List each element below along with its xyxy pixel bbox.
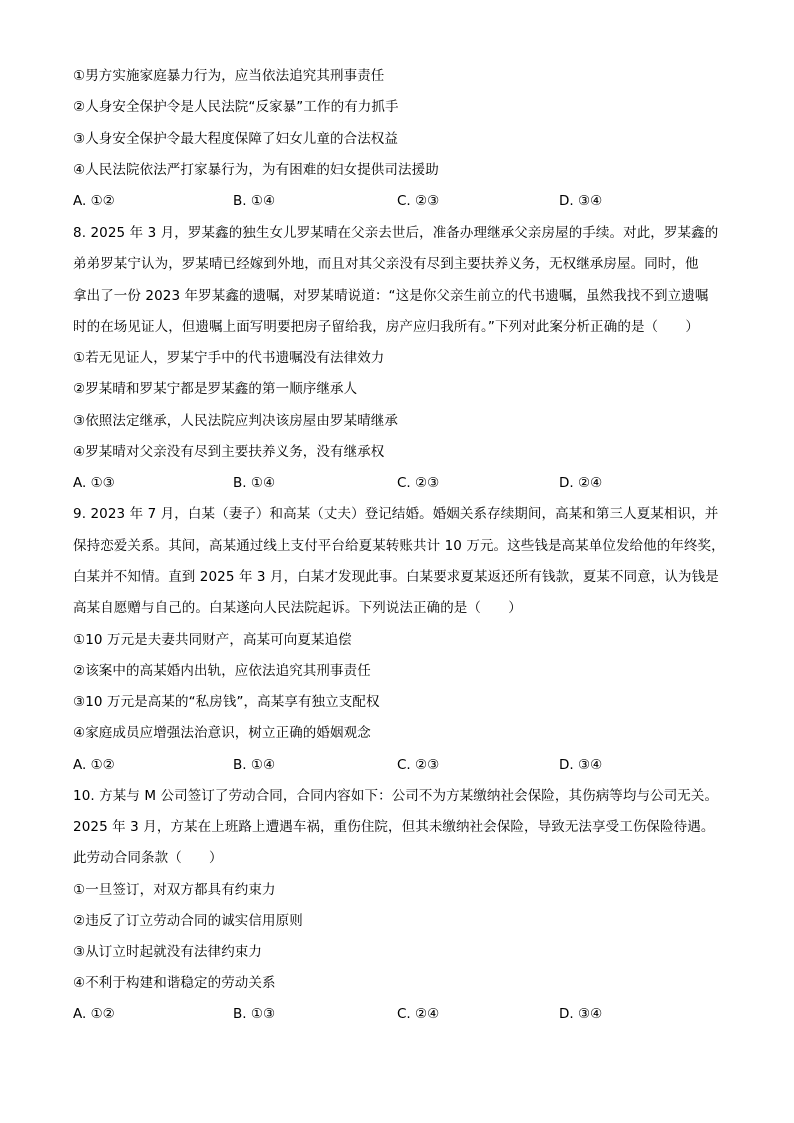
q8-stem-line-4: 时的在场见证人，但遗嘱上面写明要把房子留给我，房产应归我所有。”下列对此案分析正确的是（ ） [73, 319, 699, 335]
q10-item-3: ③从订立时起就没有法律约束力 [73, 944, 263, 960]
q10-option-d: D. ③④ [559, 1006, 603, 1022]
q8-option-c: C. ②③ [397, 475, 440, 491]
q8-stem-line-2: 弟弟罗某宁认为，罗某晴已经嫁到外地，而且对其父亲没有尽到主要扶养义务，无权继承房屋。同时，他 [73, 256, 699, 272]
q8-item-1: ①若无见证人，罗某宁手中的代书遗嘱没有法律效力 [73, 350, 385, 366]
q8-option-b: B. ①④ [233, 475, 276, 491]
q9-option-c: C. ②③ [397, 757, 440, 773]
q10-item-2: ②违反了订立劳动合同的诚实信用原则 [73, 913, 303, 929]
q8-option-d: D. ②④ [559, 475, 603, 491]
q9-option-a: A. ①② [73, 757, 115, 773]
q10-option-c: C. ②④ [397, 1006, 440, 1022]
q7-option-a: A. ①② [73, 193, 115, 209]
q9-stem-line-2: 保持恋爱关系。其间，高某通过线上支付平台给夏某转账共计 10 万元。这些钱是高某单位发给他的年终奖， [73, 538, 725, 554]
q7-option-d: D. ③④ [559, 193, 603, 209]
q8-option-a: A. ①③ [73, 475, 115, 491]
q10-stem-line-3: 此劳动合同条款（ ） [73, 850, 223, 866]
q8-item-3: ③依照法定继承，人民法院应判决该房屋由罗某晴继承 [73, 413, 399, 429]
q10-stem-line-2: 2025 年 3 月，方某在上班路上遭遇车祸，重伤住院，但其未缴纳社会保险，导致无法享受工伤保险待遇。 [73, 819, 715, 835]
q7-item-4: ④人民法院依法严打家暴行为，为有困难的妇女提供司法援助 [73, 162, 439, 178]
q9-item-3: ③10 万元是高某的“私房钱”，高某享有独立支配权 [73, 694, 380, 710]
q9-option-d: D. ③④ [559, 757, 603, 773]
q7-option-b: B. ①④ [233, 193, 276, 209]
q10-item-4: ④不利于构建和谐稳定的劳动关系 [73, 975, 276, 991]
q8-stem-line-3: 拿出了一份 2023 年罗某鑫的遗嘱，对罗某晴说道：“这是你父亲生前立的代书遗嘱，虽然我找不到立遗嘱 [73, 288, 709, 304]
q9-stem-line-3: 白某并不知情。直到 2025 年 3 月，白某才发现此事。白某要求夏某返还所有钱款，夏某不同意，认为钱是 [73, 569, 719, 585]
q10-option-b: B. ①③ [233, 1006, 276, 1022]
q8-stem-line-1: 8. 2025 年 3 月，罗某鑫的独生女儿罗某晴在父亲去世后，准备办理继承父亲房屋的手续。对此，罗某鑫的 [73, 225, 719, 241]
q9-stem-line-4: 高某自愿赠与自己的。白某遂向人民法院起诉。下列说法正确的是（ ） [73, 600, 522, 616]
q7-options [73, 191, 733, 211]
q9-item-4: ④家庭成员应增强法治意识，树立正确的婚姻观念 [73, 725, 371, 741]
q10-option-a: A. ①② [73, 1006, 115, 1022]
q8-options [73, 473, 733, 493]
q10-item-1: ①一旦签订，对双方都具有约束力 [73, 882, 276, 898]
q7-item-1: ①男方实施家庭暴力行为，应当依法追究其刑事责任 [73, 68, 385, 84]
q10-options [73, 1004, 733, 1024]
q9-stem-line-1: 9. 2023 年 7 月，白某（妻子）和高某（丈夫）登记结婚。婚姻关系存续期间，高某和第三人夏某相识，并 [73, 506, 719, 522]
q9-item-2: ②该案中的高某婚内出轨，应依法追究其刑事责任 [73, 663, 371, 679]
q9-option-b: B. ①④ [233, 757, 276, 773]
q7-item-3: ③人身安全保护令最大程度保障了妇女儿童的合法权益 [73, 131, 399, 147]
q10-stem-line-1: 10. 方某与 M 公司签订了劳动合同，合同内容如下：公司不为方某缴纳社会保险，其伤病等均与公司无关。 [73, 788, 719, 804]
q8-item-2: ②罗某晴和罗某宁都是罗某鑫的第一顺序继承人 [73, 381, 358, 397]
q9-options [73, 755, 733, 775]
q8-item-4: ④罗某晴对父亲没有尽到主要扶养义务，没有继承权 [73, 444, 385, 460]
q7-item-2: ②人身安全保护令是人民法院“反家暴”工作的有力抓手 [73, 99, 399, 115]
q9-item-1: ①10 万元是夫妻共同财产，高某可向夏某追偿 [73, 632, 352, 648]
q7-option-c: C. ②③ [397, 193, 440, 209]
